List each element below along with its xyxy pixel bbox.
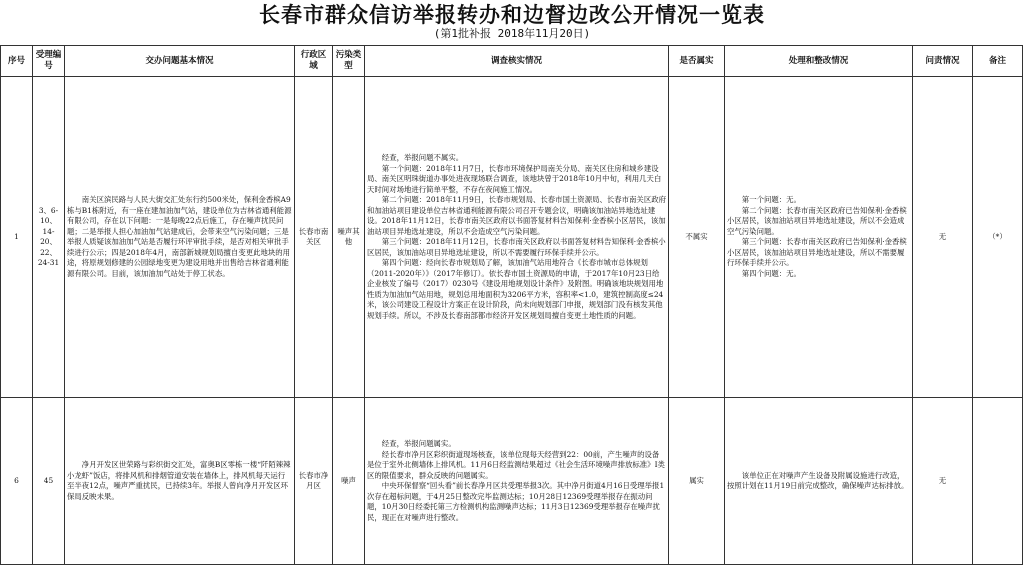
cell-pollution-type: 噪声 [333, 398, 365, 565]
case-basic-text: 净月开发区世荣路与彩织街交汇处，富奥B区零栋一楼“阡陌辣辣小龙虾”饭店，将排风机和排烟管道安装在墙体上，排风机每天运行至半夜12点，噪声严重扰民，已持续3年。举报人曾向净月开发区环保局反映未果。 [67, 460, 291, 501]
cell-remark: （*） [973, 77, 1023, 398]
investigation-paragraph: 中央环保督察“回头看”前长春净月区共受理举报3次。其中净月街道4月16日受理举报1次存在超标问题，于4月25日整改完毕监测达标；10月28日12369受理举报存在振动问题，10月30日经委托第三方检测机构监测噪声达标；11月3日12369受理举报存在噪声扰民，现正在对噪声进行整改。 [367, 481, 665, 522]
page-subtitle: (第1批补报 2018年11月20日) [433, 27, 591, 40]
cell-investigation [365, 77, 669, 398]
cell-is-true: 属实 [669, 398, 725, 565]
cell-case-basic [65, 398, 295, 565]
handling-paragraph: 该单位正在对噪声产生设备及附属设施进行改造，按照计划在11月19日前完成整改，确保噪声达标排放。 [727, 470, 909, 490]
investigation-paragraph: 经长春市净月区彩织街道现场核查，该单位现每天经营到22：00前，产生噪声的设备是位于室外北侧墙体上排风机。11月6日经监测结果超过《社会生活环境噪声排放标准》Ⅰ类区的限值要求，群众反映的问题属实。 [367, 449, 665, 480]
investigation-paragraph: 第三个问题：2018年11月12日，长春市南关区政府以书面答复材料告知保利·金香槟小区居民，该加油站项目异地选址建设，所以不需要履行环保手续并公示。 [367, 237, 666, 257]
cell-handling [725, 398, 913, 565]
cell-region: 长春市净月区 [295, 398, 333, 565]
header-accountability: 问责情况 [913, 46, 973, 77]
handling-paragraph: 第二个问题：长春市南关区政府已告知保利·金香槟小区居民，该加油站项目异地选址建设，所以不会造成空气污染问题。 [727, 205, 907, 236]
cell-investigation [365, 398, 669, 565]
cell-accountability: 无 [913, 77, 973, 398]
table-row [1, 398, 1023, 565]
cell-remark [973, 398, 1023, 565]
investigation-paragraph: 第一个问题：2018年11月7日，长春市环境保护局南关分局、南关区住房和城乡建设局、南关区明珠街道办事处进夜现场联合调查，该地块曾于2018年10月中旬，利用几天白天时间对场地进行简单平整，不存在夜间施工情况。 [367, 163, 662, 194]
cell-accept-no: 45 [33, 398, 65, 565]
header-accept-no: 受理编号 [33, 46, 65, 77]
table-row [1, 77, 1023, 398]
cell-accountability: 无 [913, 398, 973, 565]
investigation-paragraph: 第二个问题：2018年11月9日，长春市规划局、长春市国土资源局、长春市南关区政府和加油站项目建设单位吉林省通利能源有限公司召开专题会议，明确该加油站异地选址建设。2018年11月12日，长春市南关区政府以书面答复材料告知保利·金香槟小区居民，该加油站项目异地选址建设，所以不会造成空气污染问题。 [367, 195, 666, 236]
investigation-paragraph: 经查，举报问题不属实。 [381, 153, 464, 162]
cell-case-basic [65, 77, 295, 398]
cell-accept-no: 3、6-10、14-20、22、24-31 [33, 77, 65, 398]
header-region: 行政区域 [295, 46, 333, 77]
cell-seq: 6 [1, 398, 33, 565]
header-handling: 处理和整改情况 [725, 46, 913, 77]
cell-is-true: 不属实 [669, 77, 725, 398]
investigation-paragraph: 第四个问题：经向长春市规划局了解，该加油气站用地符合《长春市城市总体规划（2011-2020年）》（2017年修订）。依长春市国土资源局的申请，于2017年10月23日给企业核发了编号（2017）0230号《建设用地规划设计条件》及附图。明确该地块规划用地性质为加油加气站用地，规划总用地面积为3206平方米，容积率<1.0，建筑控制高度≤24米，该公司建设工程设计方案正在设计阶段，尚未向规划部门申报，规划部门没有核发其他规划手续。所以，不涉及长春南部都市经济开发区规划局擅自变更土地性质的问题。 [367, 258, 664, 320]
report-table [0, 45, 1023, 565]
header-investigation: 调查核实情况 [365, 46, 669, 77]
investigation-paragraph: 经查，举报问题属实。 [381, 439, 456, 448]
case-basic-text: 南关区滨民路与人民大街交汇处东行约500米处，保利金香槟A9栋与B1栋附近，有一座在建加油加气站，建设单位为吉林省通利能源有限公司，存在以下问题：一是每晚22点后施工，存在噪声扰民问题；二是举报人担心加油加气站建成后，会带来空气污染问题；三是举报人质疑该加油加气站是否履行环评审批手续，是否对相关审批手续进行公示；四是2018年4月，南部新城规划局擅自变更此地块的用途，将原规划修建的公园绿地变更为建设用地并出售给吉林省通利能源有限公司。目前，该加油加气站处于停工状态。 [67, 195, 292, 278]
header-is-true: 是否属实 [669, 46, 725, 77]
page-title: 长春市群众信访举报转办和边督边改公开情况一览表 [259, 2, 765, 27]
handling-paragraph: 第四个问题：无。 [741, 268, 801, 278]
handling-paragraph: 第三个问题：长春市南关区政府已告知保利·金香槟小区居民，该加油站项目异地选址建设，所以不需要履行环保手续并公示。 [727, 237, 907, 267]
cell-region: 长春市南关区 [295, 77, 333, 398]
cell-pollution-type: 噪声其他 [333, 77, 365, 398]
header-case-basic: 交办问题基本情况 [65, 46, 295, 77]
header-seq: 序号 [1, 46, 33, 77]
header-remark: 备注 [973, 46, 1023, 77]
cell-seq: 1 [1, 77, 33, 398]
header-row [1, 46, 1023, 77]
handling-paragraph: 第一个问题：无。 [741, 195, 801, 204]
cell-handling [725, 77, 913, 398]
header-pollution-type: 污染类型 [333, 46, 365, 77]
